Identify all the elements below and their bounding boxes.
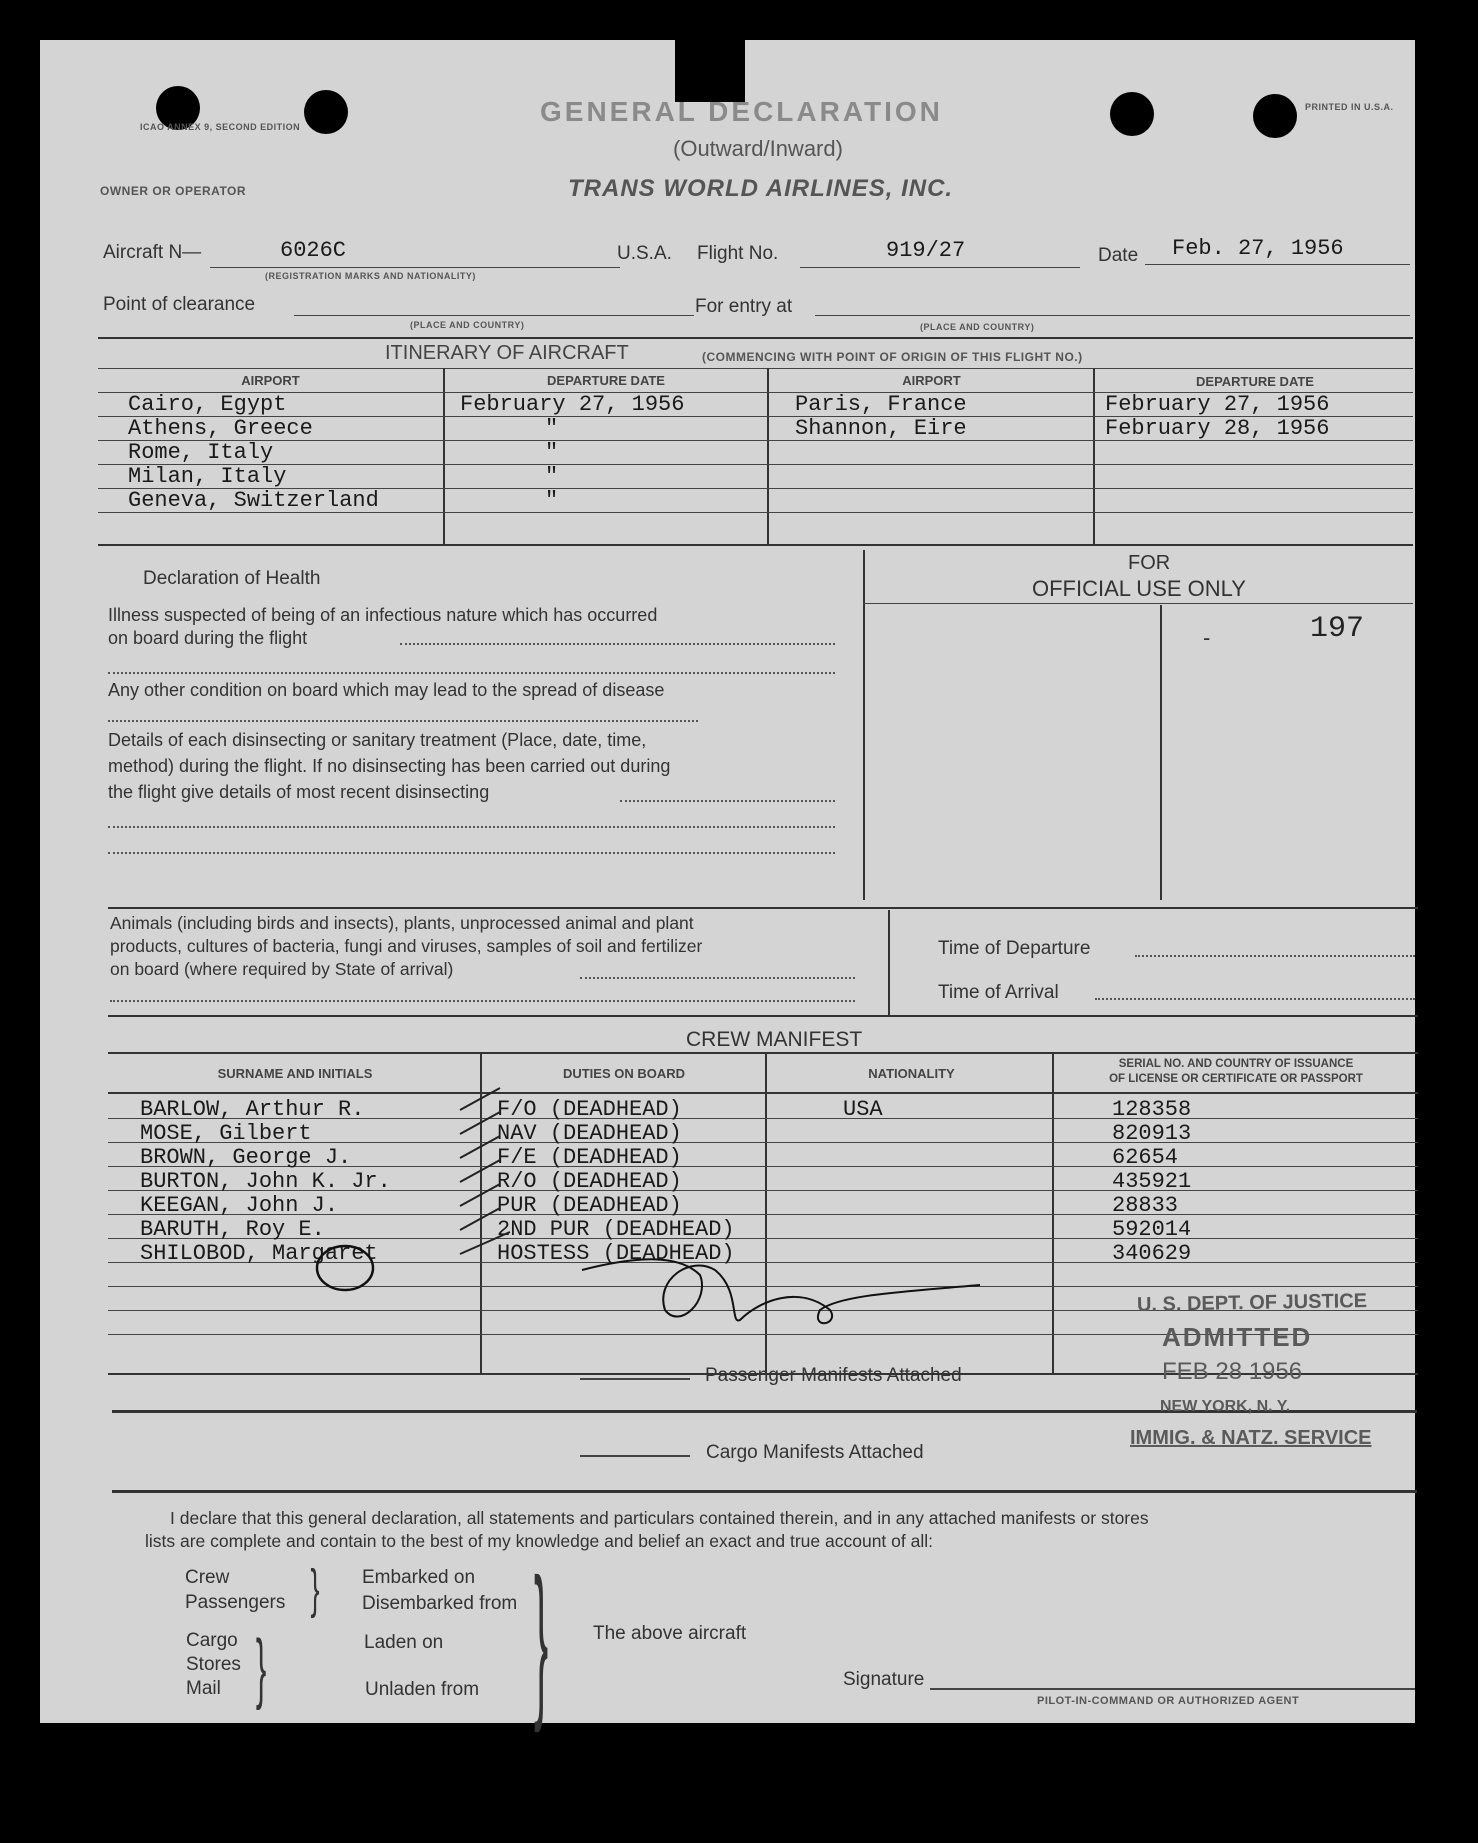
decl-laden: Laden on [364,1632,444,1653]
crew-name: BARUTH, Roy E. [140,1217,325,1242]
animals-line3: on board (where required by State of arrival) [110,959,454,979]
decl-above-aircraft: The above aircraft [593,1623,747,1644]
signature-label: Signature [843,1669,925,1690]
form-subtitle: (Outward/Inward) [673,136,843,161]
crew-duty: F/O (DEADHEAD) [497,1097,682,1122]
flight-number: 919/27 [886,238,966,263]
itinerary-left-date: " [545,488,559,513]
decl-mail: Mail [186,1678,221,1699]
form-sheet [40,40,1415,1734]
crew-name: BURTON, John K. Jr. [140,1169,391,1194]
health-q3-line3: the flight give details of most recent disinsecting [108,782,490,802]
decl-disembarked: Disembarked from [362,1593,518,1614]
itinerary-right-airport: Shannon, Eire [795,416,967,441]
declaration-text-1: I declare that this general declaration, all statements and particulars contained therein, and in any attached manifests or stores [170,1508,1149,1528]
health-title: Declaration of Health [143,568,321,589]
crew-serial: 435921 [1112,1169,1192,1194]
col-nationality: NATIONALITY [868,1066,955,1081]
crew-duty: R/O (DEADHEAD) [497,1169,682,1194]
time-departure-label: Time of Departure [938,938,1091,959]
itinerary-left-airport: Milan, Italy [128,464,287,489]
decl-passengers: Passengers [185,1592,286,1613]
col-airport-left: AIRPORT [241,373,300,388]
crew-serial: 340629 [1112,1241,1192,1266]
crew-name: SHILOBOD, Margaret [140,1241,378,1266]
animals-line2: products, cultures of bacteria, fungi and viruses, samples of soil and fertilizer [110,936,703,956]
col-duties: DUTIES ON BOARD [562,1066,686,1081]
flight-label: Flight No. [697,243,779,264]
stamp-admitted: ADMITTED [1162,1322,1313,1352]
usa-label: U.S.A. [617,243,672,264]
itinerary-left-date: " [545,440,559,465]
itinerary-left-airport: Geneva, Switzerland [128,488,379,513]
itinerary-note: (COMMENCING WITH POINT OF ORIGIN OF THIS FLIGHT NO.) [702,350,1083,364]
crew-name: BROWN, George J. [140,1145,352,1170]
health-q1-line1: Illness suspected of being of an infectious nature which has occurred [108,605,658,625]
crew-duty: HOSTESS (DEADHEAD) [497,1241,735,1266]
stamp-location: NEW YORK, N. Y. [1160,1398,1291,1415]
col-surname: SURNAME AND INITIALS [217,1066,373,1081]
crew-title: CREW MANIFEST [686,1028,863,1051]
clearance-label: Point of clearance [103,294,256,315]
brace-large: } [534,1544,549,1734]
brace-right: } [310,1559,320,1619]
crew-duty: 2ND PUR (DEADHEAD) [497,1217,735,1242]
date-label: Date [1098,245,1139,266]
entry-label: For entry at [695,296,793,317]
cargo-manifests: Cargo Manifests Attached [706,1442,924,1463]
passenger-manifests: Passenger Manifests Attached [705,1365,962,1386]
time-arrival-label: Time of Arrival [938,982,1059,1003]
decl-embarked: Embarked on [362,1567,476,1588]
animals-line1: Animals (including birds and insects), plants, unprocessed animal and plant [110,913,694,933]
col-departure-right: DEPARTURE DATE [1196,374,1314,389]
decl-crew: Crew [185,1567,230,1588]
stamp-dept: U. S. DEPT. OF JUSTICE [1136,1289,1368,1317]
aircraft-label: Aircraft N— [103,242,202,263]
col-serial-2: OF LICENSE OR CERTIFICATE OR PASSPORT [1109,1073,1363,1085]
decl-cargo: Cargo [186,1630,238,1651]
itinerary-right-date: February 28, 1956 [1105,416,1330,441]
official-number: 197 [1310,612,1365,646]
crew-nationality: USA [843,1097,883,1122]
crew-name: BARLOW, Arthur R. [140,1097,365,1122]
operator-name: TRANS WORLD AIRLINES, INC. [568,175,954,202]
official-title: OFFICIAL USE ONLY [1032,576,1246,601]
crew-name: MOSE, Gilbert [140,1121,312,1146]
flight-date: Feb. 27, 1956 [1172,236,1344,261]
itinerary-left-airport: Rome, Italy [128,440,274,465]
itinerary-right-date: February 27, 1956 [1105,392,1330,417]
crew-duty: F/E (DEADHEAD) [497,1145,682,1170]
pilot-note: PILOT-IN-COMMAND OR AUTHORIZED AGENT [1037,1695,1300,1707]
itinerary-left-airport: Cairo, Egypt [128,392,287,417]
col-serial-1: SERIAL NO. AND COUNTRY OF ISSUANCE [1118,1058,1354,1070]
health-q2: Any other condition on board which may lead to the spread of disease [108,680,665,700]
stamp-service: IMMIG. & NATZ. SERVICE [1130,1427,1372,1449]
decl-unladen: Unladen from [365,1679,480,1700]
official-for: FOR [1128,552,1171,574]
col-departure-left: DEPARTURE DATE [547,373,665,388]
official-dash: - [1203,625,1211,650]
registration-note: (REGISTRATION MARKS AND NATIONALITY) [265,271,476,281]
operator-label: OWNER OR OPERATOR [100,184,247,198]
form-title: GENERAL DECLARATION [540,96,943,127]
crew-duty: PUR (DEADHEAD) [497,1193,682,1218]
printed-note: PRINTED IN U.S.A. [1305,102,1394,112]
declaration-text-2: lists are complete and contain to the best of my knowledge and belief an exact and true account of all: [145,1531,933,1551]
handwritten-marks [40,40,1415,1734]
clearance-place-note: (PLACE AND COUNTRY) [410,320,525,330]
itinerary-left-airport: Athens, Greece [128,416,313,441]
itinerary-right-airport: Paris, France [795,392,967,417]
crew-serial: 62654 [1112,1145,1179,1170]
crew-duty: NAV (DEADHEAD) [497,1121,682,1146]
stamp-date: FEB 28 1956 [1162,1358,1303,1385]
itinerary-left-date: " [545,416,559,441]
health-q3-line2: method) during the flight. If no disinsecting has been carried out during [108,756,671,776]
crew-serial: 128358 [1112,1097,1192,1122]
brace-right: } [255,1623,267,1711]
crew-serial: 820913 [1112,1121,1192,1146]
health-q3-line1: Details of each disinsecting or sanitary treatment (Place, date, time, [108,730,647,750]
itinerary-left-date: " [545,464,559,489]
form-reference: ICAO ANNEX 9, SECOND EDITION [140,122,301,132]
itinerary-title: ITINERARY OF AIRCRAFT [385,342,629,364]
decl-stores: Stores [186,1654,241,1675]
itinerary-left-date: February 27, 1956 [460,392,685,417]
crew-serial: 592014 [1112,1217,1192,1242]
crew-name: KEEGAN, John J. [140,1193,339,1218]
col-airport-right: AIRPORT [902,373,961,388]
crew-serial: 28833 [1112,1193,1179,1218]
health-q1-line2: on board during the flight [108,628,308,648]
entry-place-note: (PLACE AND COUNTRY) [920,322,1035,332]
aircraft-number: 6026C [280,238,347,263]
